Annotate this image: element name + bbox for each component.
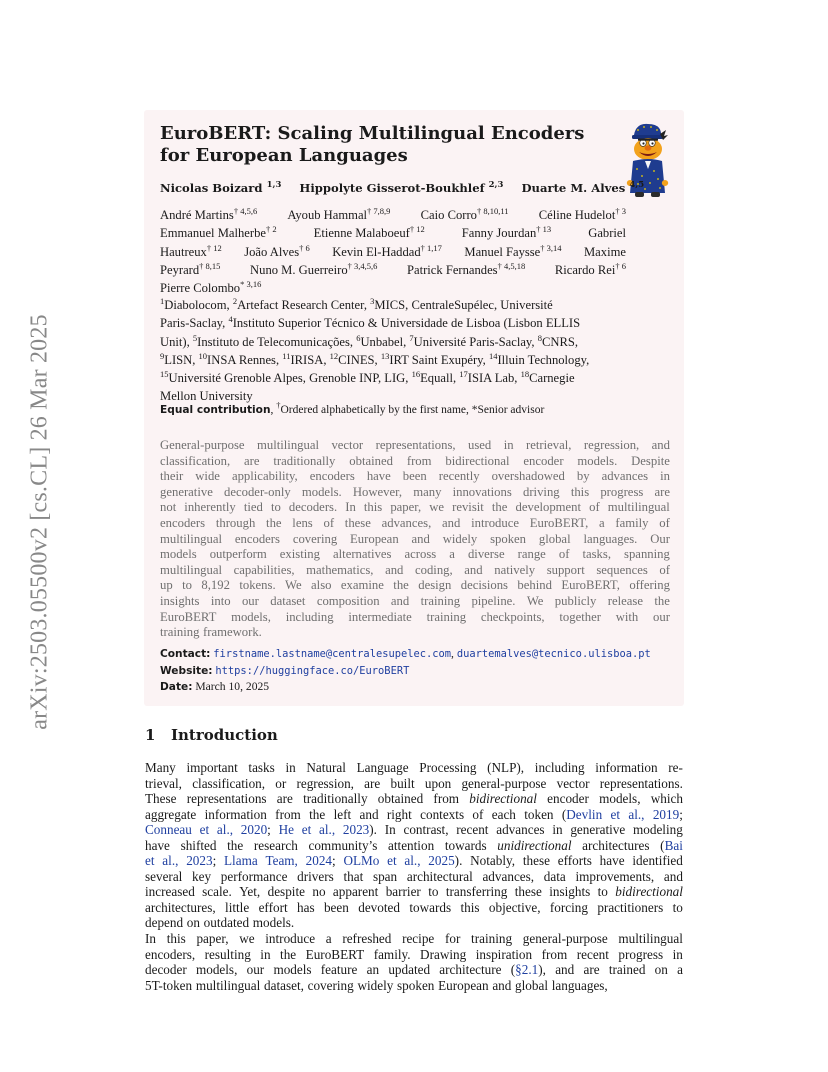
author-row [160, 279, 626, 297]
author-affiliation-mark: † 3,14 [540, 242, 562, 253]
intro-paragraph-1 [145, 760, 683, 931]
abstract-line: models outperform existing alternatives across a diverse range of tasks, spanning [160, 547, 670, 562]
website-row [160, 663, 651, 680]
citation-link[interactable]: 2024 [305, 853, 332, 868]
author-name: Peyrard$^{\dagger 8,15}$ [160, 260, 221, 277]
author-affiliation-mark: † 8,15 [199, 260, 221, 271]
author-list [160, 206, 626, 297]
author-name: Patrick Fernandes$^{\dagger 4,5,18}$ [407, 260, 526, 277]
affiliation-number: 7 [409, 332, 414, 343]
affiliation-number: 14 [488, 350, 498, 361]
lead-authors [160, 181, 670, 195]
citation-link[interactable]: et [610, 806, 621, 822]
section-number: 1 [145, 726, 156, 744]
text-line: These representations are traditionally obtained from bidirectional encoder models, which [145, 791, 683, 806]
affiliation-text: CNRS, [541, 334, 579, 349]
author-affiliation-mark: * 3,16 [240, 279, 262, 290]
lead-author: Hippolyte Gisserot-Boukhlef $^{2,3}$ [299, 180, 504, 195]
author-name: Kevin El-Haddad$^{\dagger 1,17}$ [332, 242, 442, 259]
abstract-line: their wide applicability, encoders have been recently overshadowed by advances in [160, 469, 670, 484]
author-affiliation-mark: † 6 [299, 242, 310, 253]
affiliation-row [160, 296, 660, 314]
arxiv-identifier-stamp [20, 284, 60, 760]
author-affiliation-mark: † 8,10,11 [476, 206, 509, 216]
text-line: decoder models, our models feature an updated architecture (§2.1), and are trained on a [145, 962, 683, 977]
date-row [160, 679, 651, 696]
author-row [160, 243, 626, 261]
text-line: architectures, little effort has been devoted towards this objective, forcing practitioners to [145, 899, 683, 915]
affiliation-text: Mellon University [160, 389, 253, 404]
affiliation-text: IRT Saint Exupéry, [389, 352, 489, 367]
affiliation-row [160, 369, 660, 387]
author-affiliation-mark: † 1,17 [420, 242, 442, 253]
affiliation-number: 5 [192, 332, 198, 343]
text-line: 5T-token multilingual dataset, covering widely spoken European and global languages, [145, 977, 608, 993]
section-title: Introduction [171, 726, 278, 744]
author-name: Caio Corro$^{\dagger 8,10,11}$ [420, 206, 509, 222]
affiliation-text: Université Grenoble Alpes, Grenoble INP, LIG, [168, 371, 412, 386]
author-name: Céline Hudelot$^{\dagger 3}$ [538, 206, 626, 222]
affiliation-number: 2 [232, 296, 238, 306]
contribution-note-text: Ordered alphabetically by the first name, *Senior advisor [280, 404, 545, 416]
text-line: depend on outdated models. [145, 915, 295, 930]
citation-link[interactable]: Conneau [145, 822, 192, 837]
affiliation-row [160, 333, 660, 351]
author-name: Emmanuel Malherbe$^{\dagger 2}$ [160, 224, 277, 241]
affiliation-number: 1 [160, 296, 165, 306]
affiliation-text: Université Paris-Saclay, [413, 334, 538, 349]
author-affiliation-mark: † 4,5,18 [497, 260, 526, 271]
author-affiliation-mark: † 2 [265, 224, 277, 235]
affiliation-text: CINES, [338, 352, 381, 367]
citation-link[interactable]: §2.1 [515, 962, 539, 977]
lead-author: Duarte M. Alves $^{4,5}$ [521, 180, 645, 195]
abstract-line: training framework. [160, 625, 262, 640]
abstract-line: multilingual capabilities, mathematics, and coding, and natively support sequences of [160, 562, 670, 577]
citation-link[interactable]: Llama [224, 853, 258, 868]
author-name: Fanny Jourdan$^{\dagger 13}$ [461, 224, 552, 241]
affiliation-text: Instituto de Telecomunicações, [197, 334, 357, 349]
affiliation-number: 6 [356, 332, 361, 343]
abstract-line: insights into our dataset composition and training pipeline. We publicly release the [160, 593, 670, 608]
citation-link[interactable]: al., [319, 822, 336, 837]
paper-title-line: EuroBERT: Scaling Multilingual Encoders [160, 123, 585, 144]
citation-link[interactable]: Bai [664, 837, 683, 853]
affiliation-text: LISN, [164, 352, 199, 367]
affiliation-row [160, 314, 660, 332]
affiliation-text: IRISA, [290, 352, 330, 367]
citation-link[interactable]: et [145, 853, 155, 868]
affiliation-text: Artefact Research Center, [237, 298, 371, 312]
citation-link[interactable]: al., [404, 853, 421, 868]
affiliation-text: Equall, [420, 371, 460, 386]
affiliation-text: Instituto Superior Técnico & Universidade de Lisboa (Lisbon ELLIS [232, 316, 581, 331]
author-affiliation-mark: † 3 [615, 206, 626, 216]
affiliation-list [160, 296, 660, 406]
email-link[interactable]: duartemalves@tecnico.ulisboa.pt [456, 648, 651, 660]
text-line: et al., 2023; Llama Team, 2024; OLMo et al., 2025). Notably, these efforts have identified [145, 853, 683, 868]
dagger-mark: † [276, 400, 281, 410]
abstract-line: classification, are traditionally obtained from bidirectional encoder models. Despite [160, 453, 670, 468]
author-name: João Alves$^{\dagger 6}$ [244, 242, 310, 259]
text-line: increased scale. Yet, despite no apparent barrier to transferring these insights to bidirectional [145, 884, 683, 899]
affiliation-number: 4 [228, 314, 233, 325]
affiliation-number: 11 [282, 350, 291, 361]
affiliation-text: Illuin Technology, [497, 352, 590, 367]
citation-link[interactable]: OLMo [343, 853, 380, 868]
author-affiliation-mark: † 12 [206, 242, 222, 253]
author-row [160, 206, 626, 224]
affiliation-text: Paris-Saclay, [160, 316, 229, 331]
date-label: Date: [160, 681, 193, 693]
author-affiliation-mark: † 12 [409, 224, 425, 235]
citation-link[interactable]: al., [628, 806, 645, 822]
author-affiliation-mark: † 3,4,5,6 [347, 260, 378, 271]
citation-link[interactable]: Devlin [566, 806, 603, 822]
abstract [160, 438, 670, 641]
affiliation-number: 18 [520, 369, 530, 380]
affiliation-number: 12 [329, 350, 339, 361]
citation-link[interactable]: 2023 [186, 853, 213, 868]
author-name: Ricardo Rei$^{\dagger 6}$ [554, 260, 626, 277]
abstract-line: generative decoder-only models. However, many innovations driving this progress are [160, 484, 670, 499]
text-line: In this paper, we introduce a refreshed recipe for training general-purpose multilingual [145, 931, 683, 946]
author-name: Nuno M. Guerreiro$^{\dagger 3,4,5,6}$ [250, 260, 378, 277]
text-line: have shifted the research community’s attention towards unidirectional architectures (Bai [145, 837, 683, 853]
author-row [160, 224, 626, 242]
arxiv-identifier-text: arXiv:2503.05500v2 [cs.CL] 26 Mar 2025 [26, 314, 53, 730]
affiliation-row [160, 351, 660, 369]
section-heading [145, 726, 278, 744]
citation-link[interactable]: 2025 [428, 853, 455, 868]
affiliation-text: ISIA Lab, [467, 371, 521, 386]
paper-title-line: for European Languages [160, 145, 408, 166]
citation-link[interactable]: et [387, 853, 397, 868]
paper-title [160, 123, 585, 167]
publication-date: March 10, 2025 [195, 680, 270, 693]
website-link[interactable]: https://huggingface.co/EuroBERT [215, 664, 410, 677]
text-line: several key performance drivers that span architectural advances, data improvements, and [145, 868, 683, 884]
author-affiliation-mark: † 4,5,6 [233, 206, 258, 216]
abstract-line: multilingual encoders covering European and widely spoken global languages. Our [160, 531, 670, 546]
citation-link[interactable]: al., [216, 822, 234, 837]
affiliation-number: 3 [370, 296, 375, 306]
affiliation-number: 10 [198, 350, 208, 361]
contribution-note-label: Equal contribution [160, 404, 271, 416]
author-name: Hautreux$^{\dagger 12}$ [160, 242, 222, 259]
affiliation-number: 17 [459, 369, 468, 380]
contribution-note: Equal contribution, †Ordered alphabetically by the first name, *Senior advisor [160, 400, 545, 416]
abstract-line: General-purpose multilingual vector representations, used in retrieval, regression, and [160, 438, 670, 452]
affiliation-text: MICS, CentraleSupélec, Université [374, 298, 553, 312]
author-name: Gabriel [588, 226, 626, 241]
affiliation-text: Unbabel, [360, 334, 410, 349]
text-line: aggregate information from the left and right contexts of each token (Devlin et al., 2019; [145, 806, 683, 822]
abstract-line: encoders through the lens of these advances, and introduce EuroBERT, a family of [160, 515, 670, 530]
abstract-line: not inherently tied to decoders. In this paper, we revisit the development of multilingual [160, 500, 670, 515]
affiliation-text: Carnegie [529, 371, 575, 386]
citation-link[interactable]: Team, [265, 853, 298, 868]
contact-row: Contact: firstname.lastname@centralesupelec.com, duartemalves@tecnico.ulisboa.pt [160, 647, 651, 660]
text-line: trieval, classification, or regression, are built upon general-purpose vector representations. [145, 775, 683, 791]
citation-link[interactable]: et [199, 822, 210, 837]
text-line: encoders, resulting in the EuroBERT family. Drawing inspiration from recent progress in [145, 946, 683, 962]
affiliation-text: Diabolocom, [164, 298, 233, 312]
author-name: Ayoub Hammal$^{\dagger 7,8,9}$ [287, 206, 391, 222]
author-name: Maxime [583, 244, 626, 259]
author-name: Manuel Faysse$^{\dagger 3,14}$ [464, 242, 562, 259]
author-row [160, 261, 626, 279]
affiliation-number: 16 [411, 369, 421, 380]
website-label: Website: [160, 664, 213, 677]
intro-paragraph-2 [145, 931, 683, 993]
citation-link[interactable]: al., [162, 853, 179, 868]
contact-label: Contact: [160, 648, 211, 660]
text-line: Many important tasks in Natural Language Processing (NLP), including information re- [145, 760, 683, 775]
affiliation-number: 15 [160, 369, 169, 380]
affiliation-text: INSA Rennes, [207, 352, 283, 367]
citation-link[interactable]: 2020 [240, 822, 268, 837]
abstract-line: up to 8,192 tokens. We also examine the design decisions behind EuroBERT, offering [160, 578, 670, 593]
lead-author: Nicolas Boizard $^{1,3}$ [160, 180, 282, 195]
affiliation-number: 13 [380, 350, 390, 361]
abstract-line: EuroBERT models, including intermediate training checkpoints, together with our [160, 609, 670, 624]
author-name: Etienne Malaboeuf$^{\dagger 12}$ [313, 224, 425, 241]
author-affiliation-mark: † 13 [536, 224, 552, 235]
email-link[interactable]: firstname.lastname@centralesupelec.com [213, 648, 452, 660]
author-name: André Martins$^{\dagger 4,5,6}$ [160, 206, 258, 222]
citation-link[interactable]: et [301, 822, 312, 837]
author-name: Pierre Colombo$^{* 3,16}$ [160, 279, 262, 296]
affiliation-number: 9 [160, 350, 165, 361]
text-line: Conneau et al., 2020; He et al., 2023). In contrast, recent advances in generative modeling [145, 822, 683, 837]
citation-link[interactable]: 2019 [652, 806, 680, 822]
affiliation-number: 8 [537, 332, 542, 343]
contact-block [160, 646, 651, 696]
affiliation-text: Unit), [160, 334, 193, 349]
author-affiliation-mark: † 6 [615, 260, 626, 271]
citation-link[interactable]: 2023 [342, 822, 370, 837]
author-affiliation-mark: † 7,8,9 [367, 206, 391, 216]
citation-link[interactable]: He [278, 822, 294, 837]
